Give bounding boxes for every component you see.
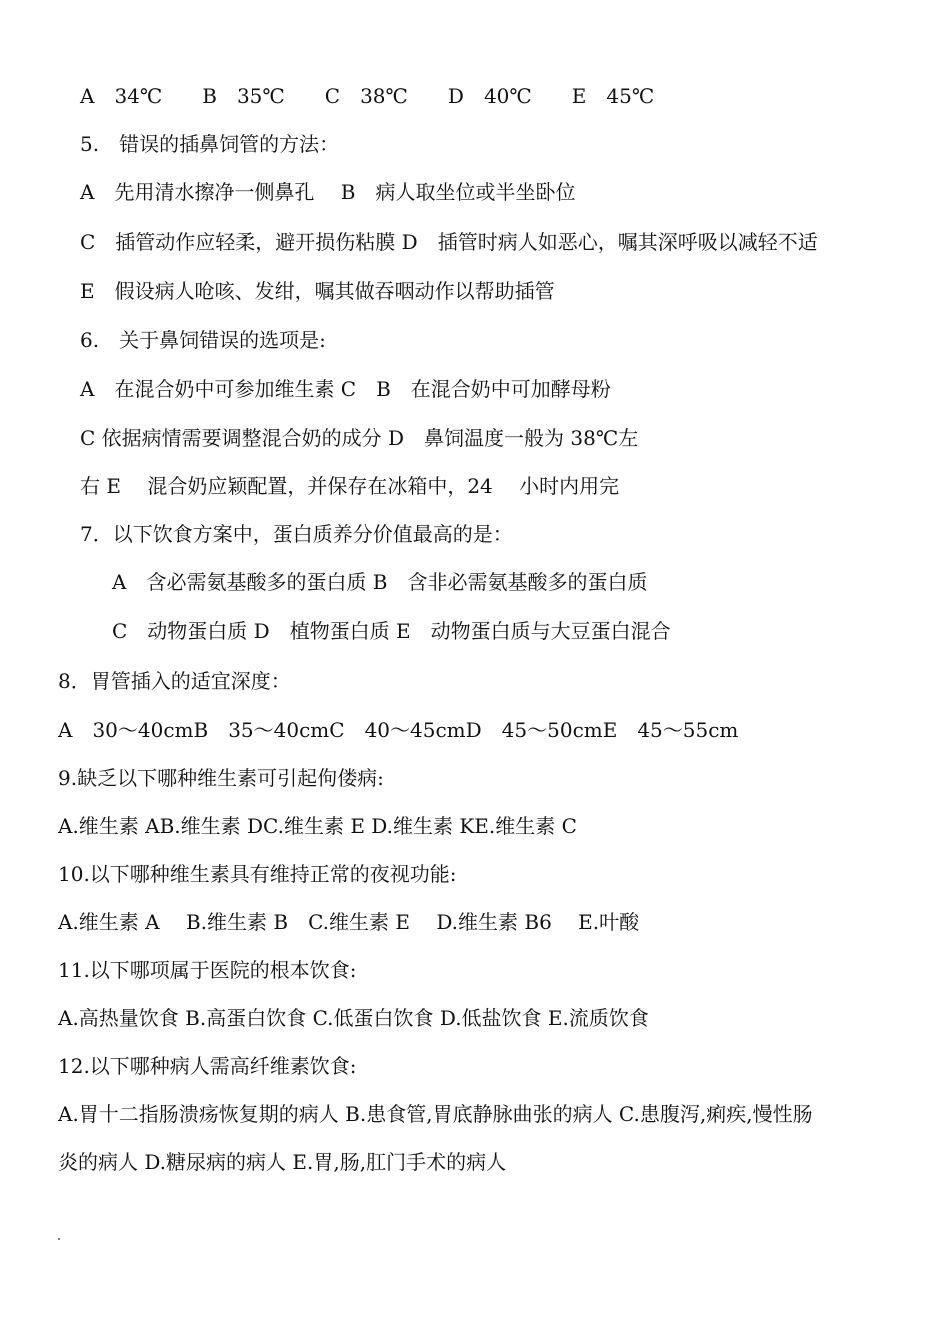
q7-options-cde: C 动物蛋白质 D 植物蛋白质 E 动物蛋白质与大豆蛋白混合 (112, 619, 671, 643)
q4-options: A 34℃ B 35℃ C 38℃ D 40℃ E 45℃ (80, 84, 655, 108)
page-footer-dot (58, 1238, 60, 1240)
q5-question: 5. 错误的插鼻饲管的方法： (80, 132, 340, 156)
q6-options-cd: C 依据病情需要调整混合奶的成分 D 鼻饲温度一般为 38℃左 (80, 426, 639, 450)
q12-question: 12.以下哪种病人需高纤维素饮食: (58, 1054, 357, 1078)
q7-question: 7．以下饮食方案中，蛋白质养分价值最高的是： (80, 522, 513, 546)
q5-option-e: E 假设病人呛咳、发绀，嘱其做吞咽动作以帮助插管 (80, 279, 555, 303)
q6-options-ab: A 在混合奶中可参加维生素 C B 在混合奶中可加酵母粉 (80, 377, 611, 401)
q9-options: A.维生素 AB.维生素 DC.维生素 E D.维生素 KE.维生素 C (58, 814, 577, 838)
q11-options: A.高热量饮食 B.高蛋白饮食 C.低蛋白饮食 D.低盐饮食 E.流质饮食 (58, 1006, 649, 1030)
q12-options-line2: 炎的病人 D.糖尿病的病人 E.胃,肠,肛门手术的病人 (58, 1150, 507, 1174)
q9-question: 9.缺乏以下哪种维生素可引起佝偻病: (58, 766, 384, 790)
q6-question: 6. 关于鼻饲错误的选项是: (80, 328, 326, 352)
q6-option-e: 右 E 混合奶应颖配置，并保存在冰箱中，24 小时内用完 (80, 474, 620, 498)
q8-options: A 30～40cmB 35～40cmC 40～45cmD 45～50cmE 45～55cm (58, 718, 739, 742)
q5-options-cd: C 插管动作应轻柔，避开损伤粘膜 D 插管时病人如恶心，嘱其深呼吸以减轻不适 (80, 230, 818, 254)
q7-options-ab: A 含必需氨基酸多的蛋白质 B 含非必需氨基酸多的蛋白质 (112, 570, 648, 594)
q10-options: A.维生素 A B.维生素 B C.维生素 E D.维生素 B6 E.叶酸 (58, 910, 640, 934)
q5-options-ab: A 先用清水擦净一侧鼻孔 B 病人取坐位或半坐卧位 (80, 180, 576, 204)
q10-question: 10.以下哪种维生素具有维持正常的夜视功能: (58, 862, 457, 886)
q8-question: 8．胃管插入的适宜深度： (58, 669, 291, 693)
q11-question: 11.以下哪项属于医院的根本饮食: (58, 958, 357, 982)
q12-options-line1: A.胃十二指肠溃疡恢复期的病人 B.患食管,胃底静脉曲张的病人 C.患腹泻,痢疾,慢性肠 (58, 1102, 813, 1126)
